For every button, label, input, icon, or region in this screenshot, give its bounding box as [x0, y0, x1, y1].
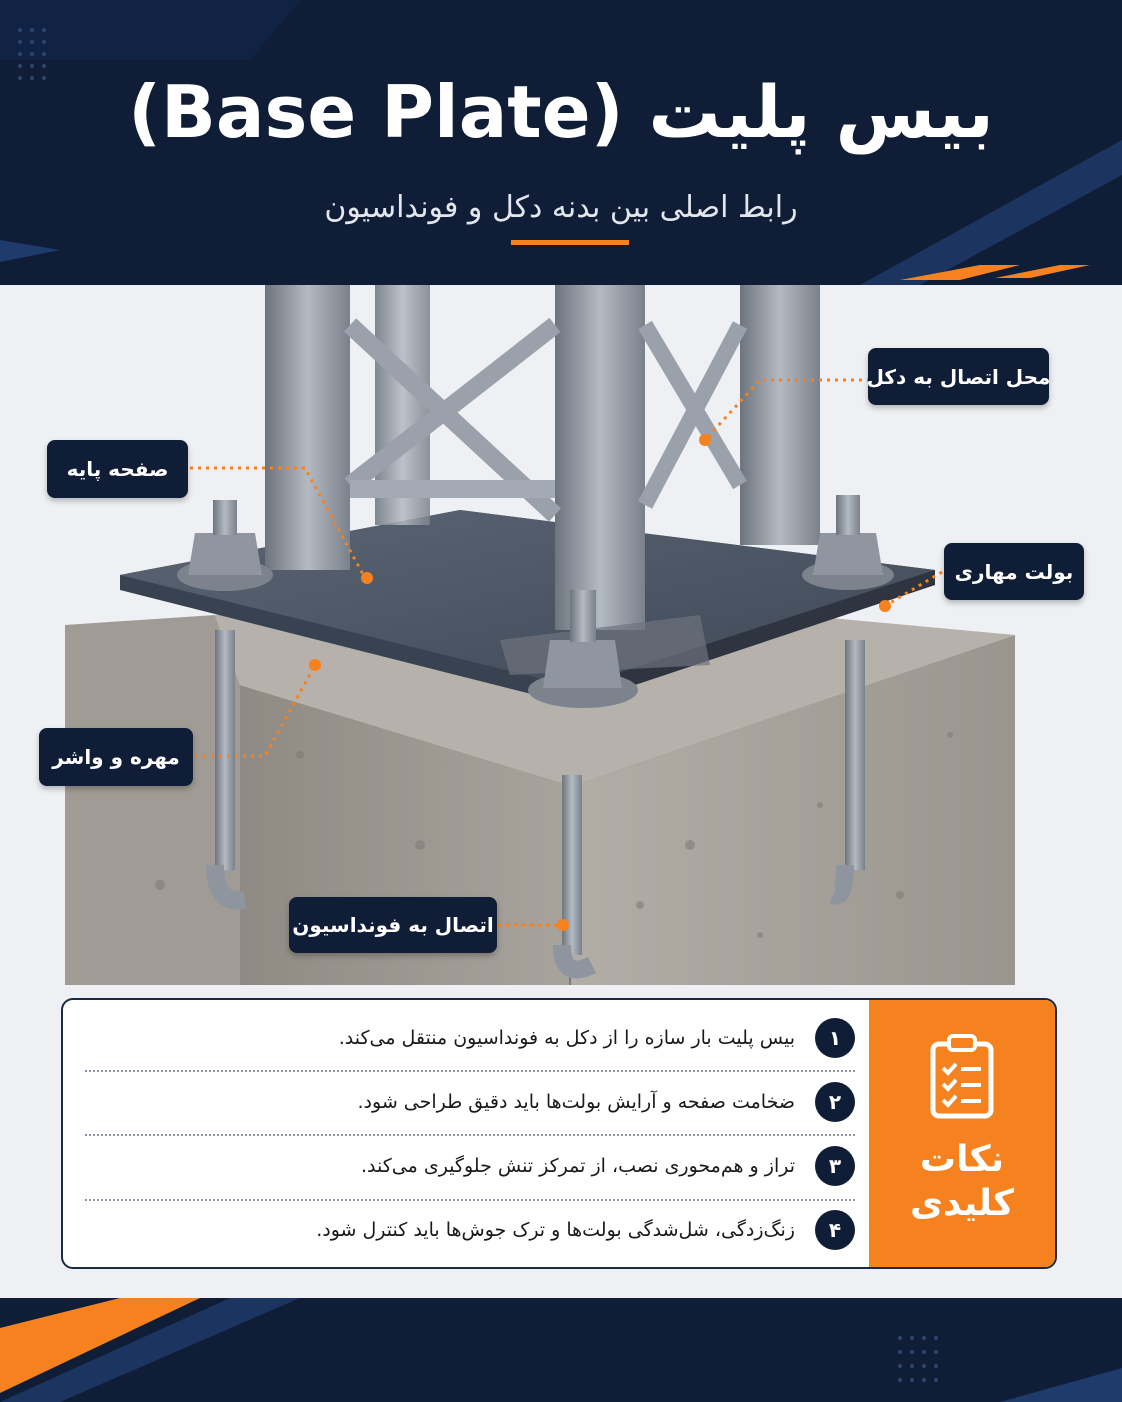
page-subtitle: رابط اصلی بین بدنه دکل و فونداسیون — [324, 190, 798, 225]
page-title: بیس پلیت (Base Plate) — [128, 70, 994, 154]
callout-foundation-connection: اتصال به فونداسیون — [289, 897, 497, 953]
title-underline — [511, 240, 629, 245]
item-text: بیس پلیت بار سازه را از دکل به فونداسیون منتقل می‌کند. — [338, 1027, 795, 1049]
item-number: ۳ — [815, 1146, 855, 1186]
list-item — [85, 1008, 855, 1068]
footer-decoration — [0, 1298, 1122, 1402]
header-banner — [0, 0, 1122, 285]
callout-base-plate: صفحه پایه — [47, 440, 188, 498]
item-text: ضخامت صفحه و آرایش بولت‌ها باید دقیق طراحی شود. — [357, 1091, 795, 1113]
item-number: ۱ — [815, 1018, 855, 1058]
item-text: تراز و هم‌محوری نصب، از تمرکز تنش جلوگیری می‌کند. — [360, 1155, 795, 1177]
key-points-label — [910, 1138, 1014, 1226]
item-number: ۴ — [815, 1210, 855, 1250]
key-points-panel — [61, 998, 1057, 1269]
nut-washer-left — [177, 500, 273, 591]
base-plate-illustration — [0, 285, 1122, 985]
callout-anchor-bolt: بولت مهاری — [944, 543, 1084, 600]
list-item — [85, 1200, 855, 1260]
key-points-label-block — [869, 1000, 1055, 1267]
concrete-left-side — [65, 615, 240, 985]
list-item — [85, 1136, 855, 1196]
key-points-label-line1: نکات — [919, 1139, 1005, 1180]
callout-nut-washer: مهره و واشر — [39, 728, 193, 786]
item-number: ۲ — [815, 1082, 855, 1122]
item-text: زنگ‌زدگی، شل‌شدگی بولت‌ها و ترک جوش‌ها باید کنترل شود. — [316, 1219, 795, 1241]
key-points-label-line2: کلیدی — [909, 1183, 1015, 1224]
footer-banner — [0, 1298, 1122, 1402]
list-item — [85, 1072, 855, 1132]
clipboard-checklist-icon — [929, 1034, 995, 1120]
callout-tower-connection: محل اتصال به دکل — [868, 348, 1049, 405]
